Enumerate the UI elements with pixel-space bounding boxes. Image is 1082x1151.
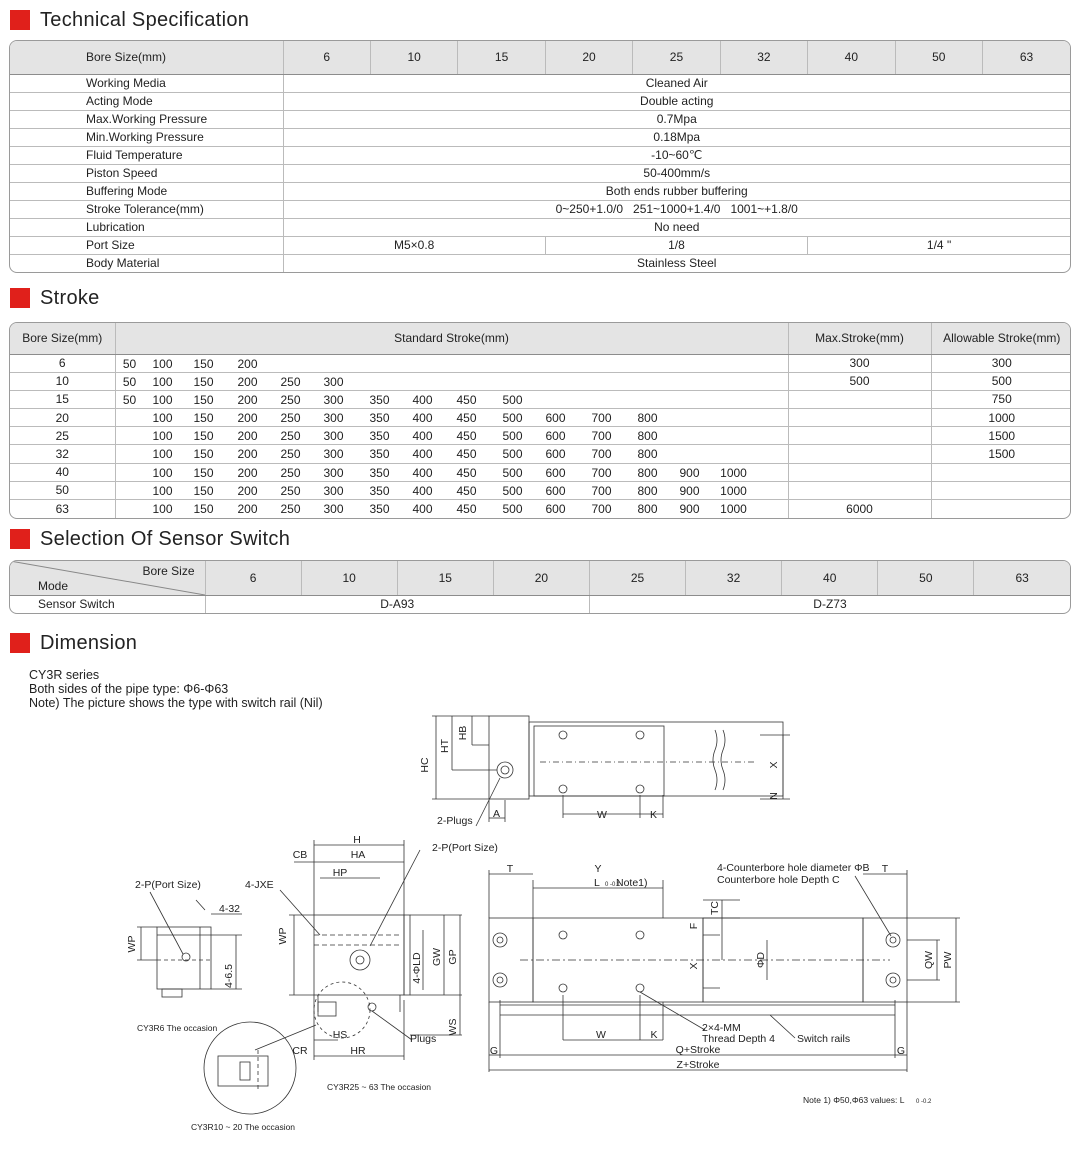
spec-row <box>10 92 1070 110</box>
note-phi50-63: Note 1) Φ50,Φ63 values: L <box>803 1095 905 1105</box>
stroke-value: 200 <box>237 429 258 444</box>
stroke-value: 50 <box>122 392 137 407</box>
series-note: CY3R series <box>29 668 100 682</box>
stroke-bore: 50 <box>10 481 115 499</box>
stroke-value: 100 <box>152 356 173 371</box>
stroke-value: 250 <box>280 429 301 444</box>
stroke-value: 100 <box>152 374 173 389</box>
stroke-row <box>10 372 1071 390</box>
label-hc: HC <box>419 757 431 773</box>
label-counterbore-depth: Counterbore hole Depth C <box>717 874 840 886</box>
stroke-row <box>10 390 1071 408</box>
stroke-value: 250 <box>280 447 301 462</box>
stroke-value: 300 <box>323 392 344 407</box>
caption-cy3r10: CY3R10 ~ 20 The occasion <box>191 1122 296 1132</box>
stroke-value: 300 <box>323 374 344 389</box>
stroke-max: 6000 <box>788 500 931 518</box>
stroke-value: 500 <box>502 392 523 407</box>
stroke-header-standard: Standard Stroke(mm) <box>115 323 788 354</box>
stroke-value: 300 <box>323 483 344 498</box>
stroke-value: 400 <box>412 483 433 498</box>
section-title: Dimension <box>40 631 138 654</box>
stroke-bore: 32 <box>10 445 115 463</box>
stroke-value: 350 <box>369 465 390 480</box>
spec-label: Min.Working Pressure <box>10 128 283 146</box>
stroke-row <box>10 481 1071 499</box>
spec-label: Working Media <box>10 74 283 92</box>
sensor-value-z73: D-Z73 <box>813 597 847 612</box>
stroke-value: 1000 <box>720 483 747 498</box>
stroke-value: 250 <box>280 392 301 407</box>
label-n: N <box>768 792 780 800</box>
stroke-value: 250 <box>280 465 301 480</box>
spec-bore-cell: 15 <box>458 41 545 74</box>
stroke-value: 800 <box>637 411 658 426</box>
spec-value: 50-400mm/s <box>283 164 1070 182</box>
sensor-bore-cell: 10 <box>301 561 397 595</box>
spec-row-port-size <box>10 236 1070 254</box>
dimension-drawing <box>0 690 1082 1150</box>
sensor-value-a93: D-A93 <box>205 595 589 613</box>
stroke-value: 50 <box>122 356 137 371</box>
spec-bore-cell: 32 <box>720 41 807 74</box>
picture-note: Note) The picture shows the type with switch rail (Nil) <box>29 696 323 710</box>
section-sensor-switch <box>10 526 290 552</box>
spec-row <box>10 164 1070 182</box>
section-marker <box>10 10 30 30</box>
section-marker <box>10 529 30 549</box>
spec-row <box>10 128 1070 146</box>
sensor-bore-cell: 40 <box>782 561 878 595</box>
stroke-allowable <box>931 500 1071 518</box>
stroke-values <box>115 354 788 372</box>
stroke-value: 700 <box>591 411 612 426</box>
spec-label: Fluid Temperature <box>10 146 283 164</box>
stroke-value: 450 <box>456 411 477 426</box>
stroke-value: 150 <box>193 374 214 389</box>
stroke-row <box>10 409 1071 427</box>
stroke-header-max: Max.Stroke(mm) <box>788 323 931 354</box>
label-hb: HB <box>457 725 469 741</box>
stroke-value: 800 <box>637 447 658 462</box>
stroke-value: 250 <box>280 483 301 498</box>
stroke-max: 300 <box>788 354 931 372</box>
label-qw: QW <box>923 950 935 970</box>
label-wp-small: WP <box>126 935 138 953</box>
label-note1: Note1) <box>616 877 648 889</box>
stroke-value: 350 <box>369 429 390 444</box>
stroke-value: 500 <box>502 465 523 480</box>
stroke-value: 500 <box>502 483 523 498</box>
stroke-value: 200 <box>237 502 258 516</box>
stroke-value: 500 <box>502 429 523 444</box>
label-l: L <box>594 877 600 889</box>
section-dimension <box>10 630 137 656</box>
spec-row-body-material <box>10 254 1070 272</box>
spec-label: Stroke Tolerance(mm) <box>10 200 283 218</box>
label-plugs-top: 2-Plugs <box>437 815 473 827</box>
detail-view <box>204 1022 296 1114</box>
label-f: F <box>688 922 700 930</box>
sensor-data-row <box>10 595 1070 613</box>
label-counterbore: 4-Counterbore hole diameter ΦB <box>717 862 870 874</box>
section-title: Selection Of Sensor Switch <box>40 527 291 550</box>
label-cb: CB <box>292 849 308 861</box>
port-size-large: 1/4 " <box>808 236 1070 254</box>
stroke-value: 400 <box>412 465 433 480</box>
stroke-value: 700 <box>591 502 612 516</box>
stroke-bore: 63 <box>10 500 115 518</box>
spec-value: Double acting <box>283 92 1070 110</box>
stroke-row <box>10 500 1071 518</box>
stroke-value: 300 <box>323 447 344 462</box>
label-y: Y <box>594 863 602 875</box>
spec-bore-cell: 10 <box>370 41 457 74</box>
stroke-row <box>10 463 1071 481</box>
spec-row <box>10 200 1070 218</box>
stroke-value: 100 <box>152 483 173 498</box>
label-g-left: G <box>489 1045 499 1057</box>
label-ws: WS <box>447 1018 459 1036</box>
stroke-value: 900 <box>679 483 700 498</box>
stroke-row <box>10 445 1071 463</box>
stroke-value: 800 <box>637 429 658 444</box>
stroke-value: 150 <box>193 429 214 444</box>
stroke-value: 350 <box>369 502 390 516</box>
spec-value: Both ends rubber buffering <box>283 182 1070 200</box>
stroke-values <box>115 409 788 427</box>
stroke-value: 900 <box>679 502 700 516</box>
stroke-value: 300 <box>323 411 344 426</box>
stroke-value: 450 <box>456 447 477 462</box>
stroke-value: 150 <box>193 483 214 498</box>
label-gp: GP <box>447 949 459 965</box>
label-hr: HR <box>350 1045 366 1057</box>
spec-value: 0.18Mpa <box>283 128 1070 146</box>
label-d: ΦD <box>755 952 767 968</box>
section-marker <box>10 633 30 653</box>
stroke-value: 200 <box>237 411 258 426</box>
stroke-value: 350 <box>369 411 390 426</box>
spec-label: Lubrication <box>10 218 283 236</box>
spec-row <box>10 146 1070 164</box>
label-ht: HT <box>439 739 451 753</box>
label-4-32: 4-32 <box>219 903 241 915</box>
label-pw: PW <box>942 951 954 969</box>
label-hs: HS <box>332 1029 348 1041</box>
spec-row <box>10 74 1070 92</box>
sensor-mode-label: Mode <box>38 578 69 593</box>
stroke-row <box>10 354 1071 372</box>
sensor-bore-cell: 6 <box>205 561 301 595</box>
stroke-value: 1000 <box>720 465 747 480</box>
label-w-main: W <box>596 1029 606 1041</box>
stroke-value: 450 <box>456 502 477 516</box>
stroke-header-bore: Bore Size(mm) <box>10 323 115 354</box>
stroke-values <box>115 463 788 481</box>
label-port-small: 2-P(Port Size) <box>135 879 201 891</box>
label-w-top: W <box>597 809 607 821</box>
label-hp: HP <box>332 867 348 879</box>
stroke-value: 600 <box>545 411 566 426</box>
sensor-header-row <box>10 561 1070 595</box>
stroke-value: 200 <box>237 483 258 498</box>
spec-row <box>10 218 1070 236</box>
sensor-bore-cell: 63 <box>974 561 1070 595</box>
sensor-bore-label: Bore Size <box>142 564 195 578</box>
stroke-bore: 40 <box>10 463 115 481</box>
stroke-value: 350 <box>369 392 390 407</box>
stroke-value: 200 <box>237 447 258 462</box>
label-l-tol: 0 -0.1 <box>605 882 621 888</box>
stroke-value: 1000 <box>720 502 747 516</box>
stroke-table <box>9 322 1071 519</box>
spec-label: Body Material <box>10 254 283 272</box>
stroke-row <box>10 427 1071 445</box>
label-switch-rails: Switch rails <box>797 1033 851 1045</box>
stroke-allowable: 500 <box>931 372 1071 390</box>
label-a: A <box>493 808 501 820</box>
stroke-value: 100 <box>152 429 173 444</box>
stroke-value: 700 <box>591 465 612 480</box>
label-q-stroke: Q+Stroke <box>675 1044 721 1056</box>
spec-table <box>9 40 1071 273</box>
stroke-header-row <box>10 323 1071 354</box>
spec-value: 0.7Mpa <box>283 110 1070 128</box>
stroke-allowable <box>931 463 1071 481</box>
stroke-values <box>115 372 788 390</box>
stroke-max <box>788 409 931 427</box>
stroke-value: 250 <box>280 411 301 426</box>
stroke-value: 250 <box>280 374 301 389</box>
spec-bore-cell: 40 <box>808 41 895 74</box>
stroke-value: 400 <box>412 502 433 516</box>
stroke-value: 250 <box>280 502 301 516</box>
spec-label: Acting Mode <box>10 92 283 110</box>
stroke-allowable: 1500 <box>931 445 1071 463</box>
label-plugs-end: Plugs <box>410 1033 437 1045</box>
stroke-value: 400 <box>412 411 433 426</box>
stroke-value: 350 <box>369 447 390 462</box>
stroke-value: 600 <box>545 502 566 516</box>
sensor-bore-cell: 32 <box>686 561 782 595</box>
sensor-row-label: Sensor Switch <box>10 595 205 613</box>
stroke-values <box>115 445 788 463</box>
stroke-allowable: 750 <box>931 390 1071 408</box>
stroke-value: 100 <box>152 447 173 462</box>
spec-label: Buffering Mode <box>10 182 283 200</box>
spec-bore-label: Bore Size(mm) <box>10 41 283 74</box>
spec-bore-cell: 25 <box>633 41 720 74</box>
stroke-value: 400 <box>412 447 433 462</box>
label-jxe: 4-JXE <box>245 879 274 891</box>
section-technical-specification <box>10 7 249 33</box>
label-ha: HA <box>350 849 366 861</box>
spec-bore-cell: 50 <box>895 41 982 74</box>
spec-row <box>10 182 1070 200</box>
stroke-value: 150 <box>193 356 214 371</box>
label-thread: Thread Depth 4 <box>702 1033 775 1045</box>
stroke-value: 200 <box>237 465 258 480</box>
spec-value: Stainless Steel <box>637 256 717 271</box>
caption-cy3r25: CY3R25 ~ 63 The occasion <box>327 1082 432 1092</box>
stroke-max <box>788 463 931 481</box>
note-tolerance: 0 -0.2 <box>916 1099 932 1105</box>
label-cr: CR <box>292 1045 308 1057</box>
stroke-value: 800 <box>637 502 658 516</box>
stroke-value: 600 <box>545 429 566 444</box>
label-wp-end: WP <box>277 927 289 945</box>
label-gw: GW <box>431 947 443 967</box>
stroke-allowable: 300 <box>931 354 1071 372</box>
spec-bore-cell: 63 <box>983 41 1071 74</box>
sensor-bore-cell: 50 <box>878 561 974 595</box>
label-x-main: X <box>688 962 700 970</box>
stroke-value: 500 <box>502 447 523 462</box>
stroke-body <box>10 354 1071 518</box>
label-k-top: K <box>650 809 658 821</box>
stroke-value: 300 <box>323 465 344 480</box>
stroke-value: 700 <box>591 483 612 498</box>
sensor-table <box>9 560 1071 614</box>
spec-label: Max.Working Pressure <box>10 110 283 128</box>
spec-bore-cell: 20 <box>545 41 632 74</box>
stroke-max <box>788 390 931 408</box>
stroke-value: 450 <box>456 392 477 407</box>
label-t-left: T <box>506 863 514 875</box>
label-mm: 2×4-MM <box>702 1022 741 1034</box>
stroke-value: 150 <box>193 447 214 462</box>
label-z-stroke: Z+Stroke <box>676 1059 720 1071</box>
spec-row <box>10 110 1070 128</box>
sensor-bore-cell: 20 <box>493 561 589 595</box>
stroke-value: 450 <box>456 465 477 480</box>
stroke-value: 100 <box>152 411 173 426</box>
stroke-value: 600 <box>545 447 566 462</box>
stroke-max: 500 <box>788 372 931 390</box>
stroke-bore: 20 <box>10 409 115 427</box>
stroke-value: 300 <box>323 429 344 444</box>
stroke-value: 450 <box>456 483 477 498</box>
spec-value: 0~250+1.0/0 251~1000+1.4/0 1001~+1.8/0 <box>283 200 1070 218</box>
sensor-corner-cell <box>10 561 205 595</box>
stroke-bore: 25 <box>10 427 115 445</box>
stroke-value: 500 <box>502 411 523 426</box>
section-title: Technical Specification <box>40 8 250 31</box>
stroke-max <box>788 427 931 445</box>
spec-label: Port Size <box>10 236 283 254</box>
stroke-value: 300 <box>323 502 344 516</box>
spec-value: No need <box>283 218 1070 236</box>
spec-label: Piston Speed <box>10 164 283 182</box>
label-port-end: 2-P(Port Size) <box>432 842 498 854</box>
stroke-value: 100 <box>152 465 173 480</box>
stroke-value: 200 <box>237 392 258 407</box>
caption-cy3r6: CY3R6 The occasion <box>137 1023 218 1033</box>
label-k-main: K <box>650 1029 658 1041</box>
sensor-bore-cell: 15 <box>397 561 493 595</box>
stroke-allowable: 1000 <box>931 409 1071 427</box>
stroke-value: 200 <box>237 356 258 371</box>
stroke-bore: 15 <box>10 390 115 408</box>
port-size-small: M5×0.8 <box>283 236 545 254</box>
stroke-value: 200 <box>237 374 258 389</box>
label-x-top: X <box>768 761 780 769</box>
label-t-right: T <box>881 863 889 875</box>
section-title: Stroke <box>40 286 100 309</box>
spec-value: Cleaned Air <box>283 74 1070 92</box>
stroke-value: 900 <box>679 465 700 480</box>
stroke-value: 700 <box>591 429 612 444</box>
stroke-value: 400 <box>412 392 433 407</box>
stroke-values <box>115 481 788 499</box>
section-marker <box>10 288 30 308</box>
stroke-value: 500 <box>502 502 523 516</box>
label-g-right: G <box>896 1045 906 1057</box>
stroke-max <box>788 445 931 463</box>
stroke-value: 150 <box>193 502 214 516</box>
stroke-values <box>115 500 788 518</box>
port-size-medium: 1/8 <box>545 236 807 254</box>
stroke-max <box>788 481 931 499</box>
stroke-value: 600 <box>545 465 566 480</box>
spec-header-row <box>10 41 1070 74</box>
stroke-value: 600 <box>545 483 566 498</box>
stroke-value: 150 <box>193 411 214 426</box>
stroke-allowable <box>931 481 1071 499</box>
top-view <box>432 716 790 826</box>
section-stroke <box>10 285 100 311</box>
stroke-bore: 10 <box>10 372 115 390</box>
stroke-value: 350 <box>369 483 390 498</box>
label-h: H <box>353 834 361 846</box>
stroke-value: 100 <box>152 392 173 407</box>
stroke-value: 800 <box>637 483 658 498</box>
stroke-value: 450 <box>456 429 477 444</box>
stroke-values <box>115 427 788 445</box>
label-tc: TC <box>709 901 721 915</box>
stroke-value: 800 <box>637 465 658 480</box>
sensor-bore-cell: 25 <box>589 561 685 595</box>
stroke-value: 400 <box>412 429 433 444</box>
stroke-values <box>115 390 788 408</box>
stroke-value: 100 <box>152 502 173 516</box>
label-ld: 4-ΦLD <box>411 952 423 984</box>
pipe-note: Both sides of the pipe type: Φ6-Φ63 <box>29 682 229 696</box>
stroke-value: 150 <box>193 392 214 407</box>
stroke-value: 50 <box>122 374 137 389</box>
stroke-value: 700 <box>591 447 612 462</box>
spec-value: -10~60℃ <box>283 146 1070 164</box>
stroke-allowable: 1500 <box>931 427 1071 445</box>
stroke-header-allowable: Allowable Stroke(mm) <box>931 323 1071 354</box>
label-4-6-5: 4-6.5 <box>223 964 235 988</box>
stroke-value: 150 <box>193 465 214 480</box>
stroke-bore: 6 <box>10 354 115 372</box>
spec-bore-cell: 6 <box>283 41 370 74</box>
